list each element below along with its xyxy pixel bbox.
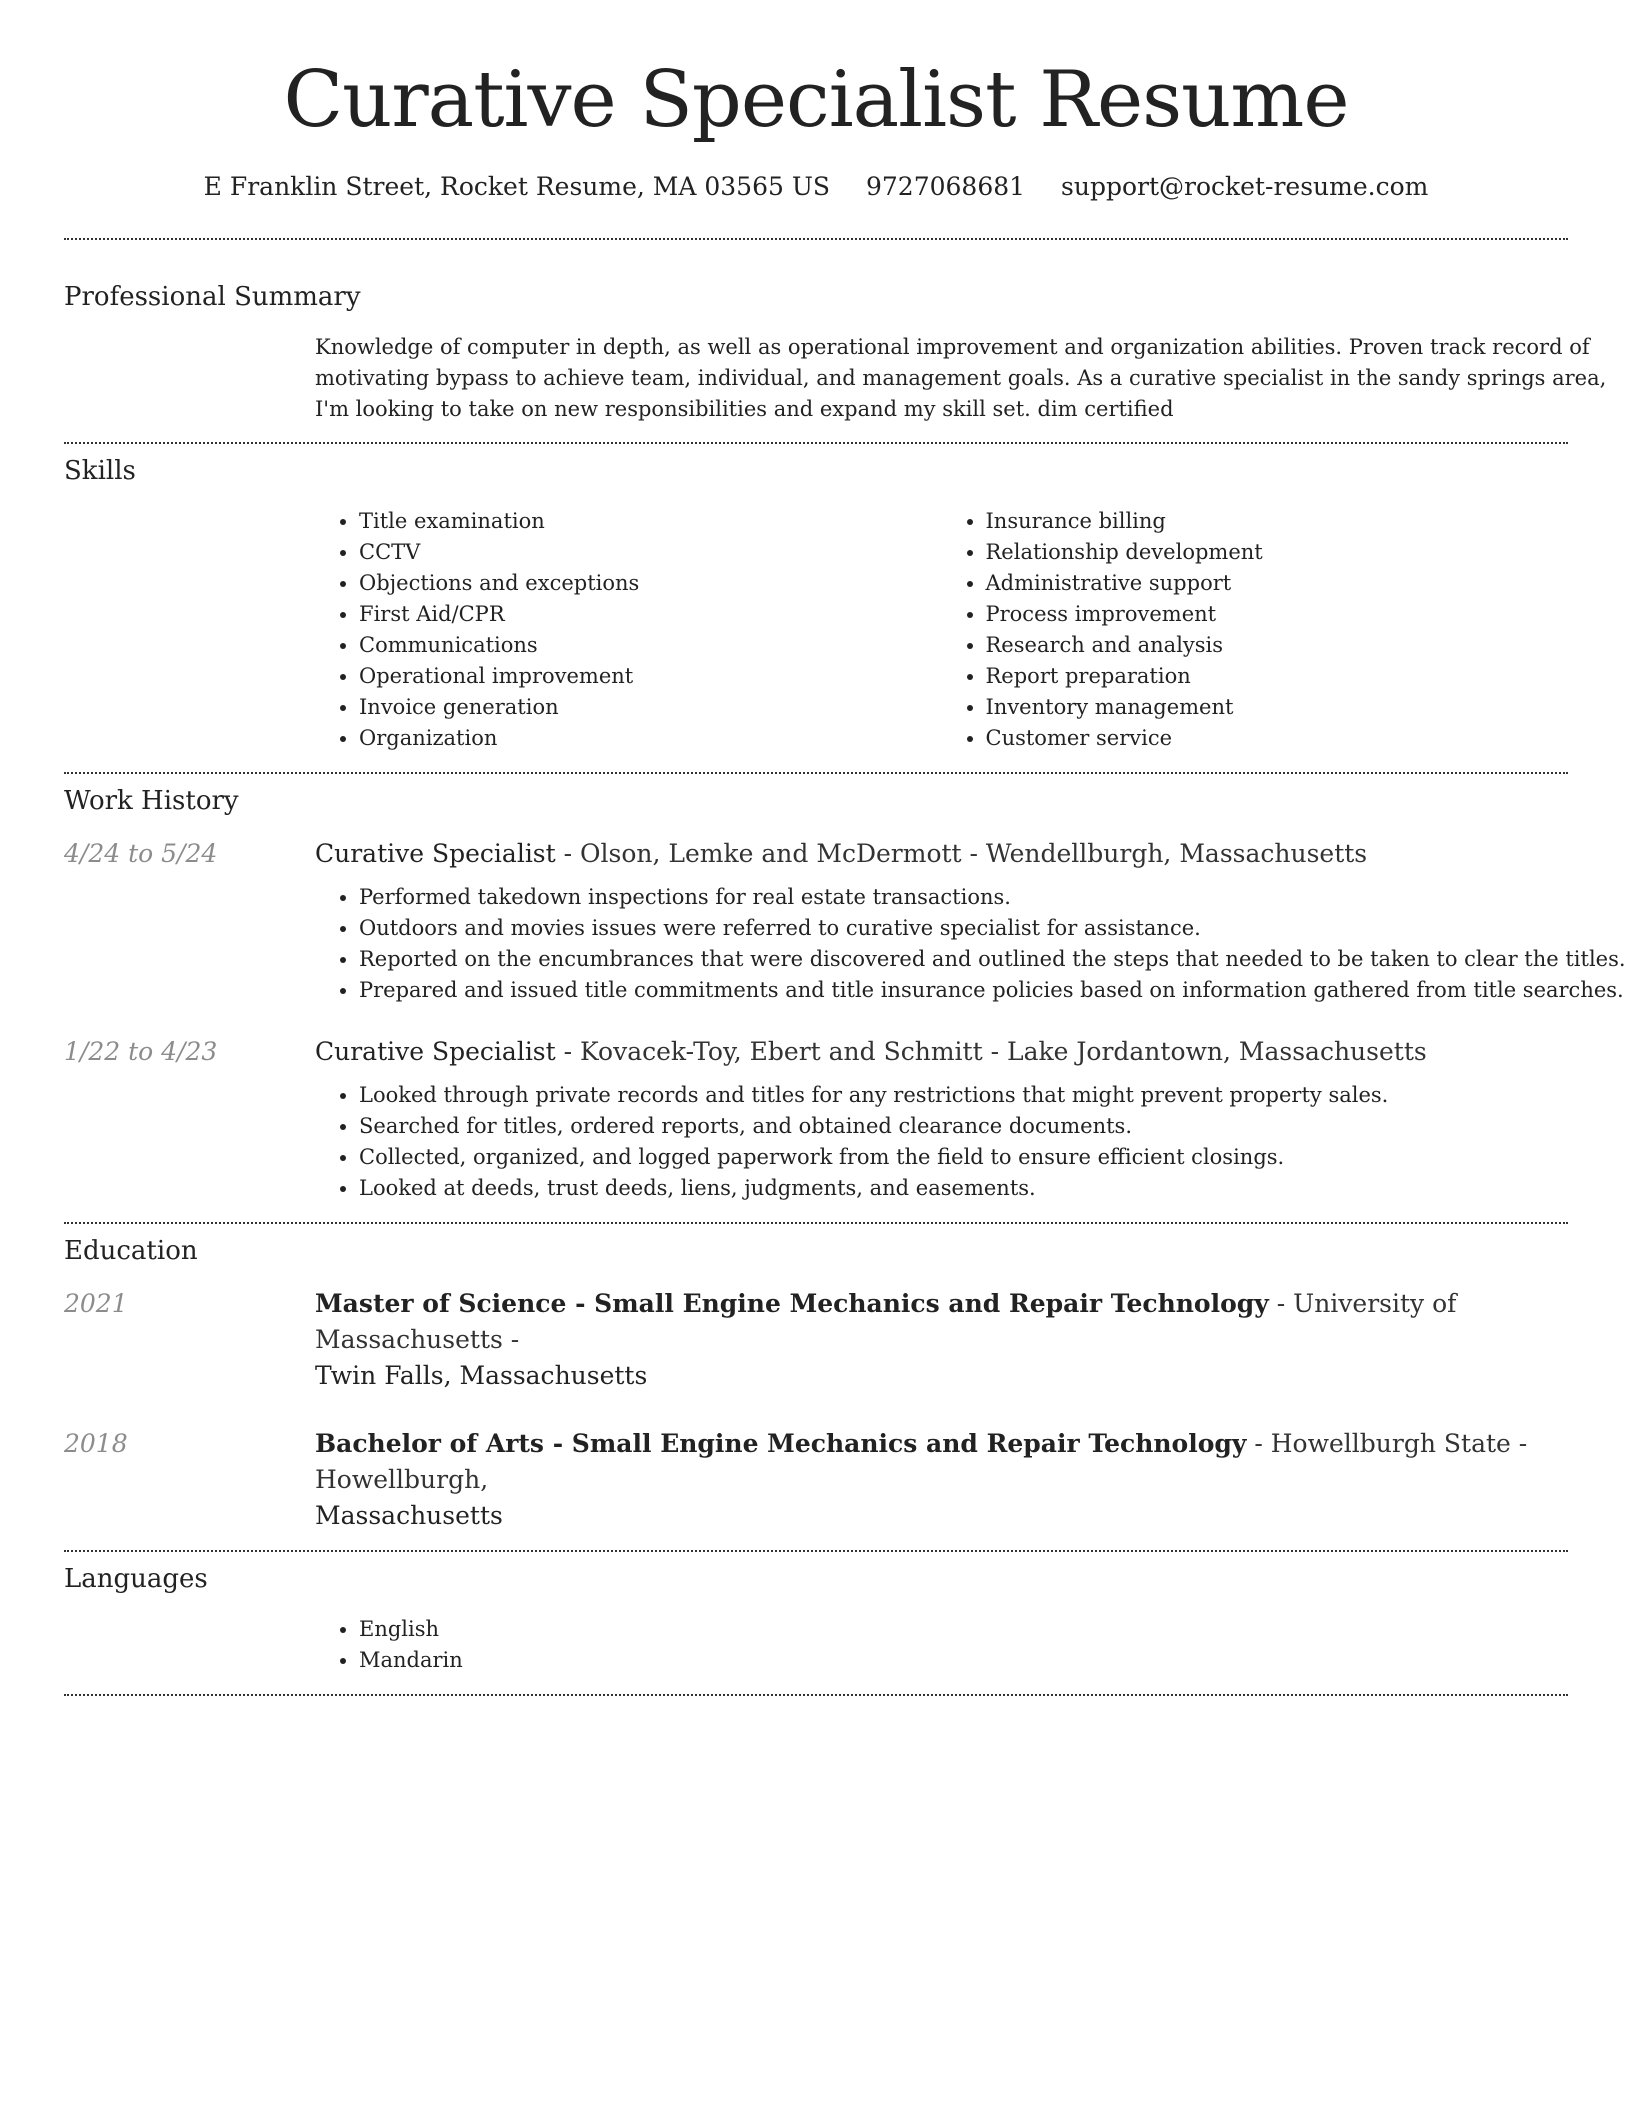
job-bullet: • Performed takedown inspections for real estate transactions. [359, 882, 1626, 913]
summary-line: motivating bypass to achieve team, individual, and management goals. As a curative specialist in the sandy springs area, [315, 366, 1607, 390]
job-bullet: • Collected, organized, and logged paperwork from the field to ensure efficient closings. [359, 1142, 1568, 1173]
job-bullets [315, 882, 1626, 1006]
education-body [315, 1286, 1568, 1394]
education-year: 2018 [64, 1429, 128, 1458]
section-divider [64, 772, 1568, 774]
job-body [315, 1034, 1568, 1204]
languages-heading: Languages [64, 1564, 208, 1594]
skill-item: • Organization [359, 723, 942, 754]
job-dates: 1/22 to 4/23 [64, 1037, 218, 1066]
summary-heading: Professional Summary [64, 282, 361, 312]
section-divider [64, 1222, 1568, 1224]
summary-line: Knowledge of computer in depth, as well as operational improvement and organization abilities. Proven track record of [315, 335, 1590, 359]
job-company: - Olson, Lemke and McDermott - Wendellburgh, Massachusetts [555, 839, 1368, 868]
languages-bullets [315, 1614, 1568, 1676]
resume-header [64, 0, 1568, 204]
job-bullets [315, 1080, 1568, 1204]
education-heading-line [315, 1286, 1568, 1358]
skill-item: • Communications [359, 630, 942, 661]
contact-line [64, 170, 1568, 204]
skills-column-right [942, 506, 1569, 754]
section-divider [64, 442, 1568, 444]
education-heading: Education [64, 1236, 198, 1266]
skill-item: • Relationship development [986, 537, 1569, 568]
skill-item: • Objections and exceptions [359, 568, 942, 599]
education-school: - University of Massachusetts - [315, 1289, 1457, 1354]
language-item: • Mandarin [359, 1645, 1568, 1676]
education-entry [64, 1286, 1568, 1394]
skill-item: • Operational improvement [359, 661, 942, 692]
skills-heading: Skills [64, 456, 136, 486]
skill-item: • Administrative support [986, 568, 1569, 599]
skill-item: • Inventory management [986, 692, 1569, 723]
job-bullet: • Outdoors and movies issues were referred to curative specialist for assistance. [359, 913, 1626, 944]
language-item: • English [359, 1614, 1568, 1645]
job-bullet: • Prepared and issued title commitments and title insurance policies based on information gathered from title searches. [359, 975, 1626, 1006]
job-bullet: • Looked at deeds, trust deeds, liens, judgments, and easements. [359, 1173, 1568, 1204]
skill-item: • First Aid/CPR [359, 599, 942, 630]
education-year: 2021 [64, 1289, 128, 1318]
skill-item: • CCTV [359, 537, 942, 568]
skill-item: • Report preparation [986, 661, 1569, 692]
resume-page [64, 0, 1626, 1696]
education-location: Massachusetts [315, 1501, 503, 1530]
skill-item: • Invoice generation [359, 692, 942, 723]
job-company: - Kovacek-Toy, Ebert and Schmitt - Lake Jordantown, Massachusetts [555, 1037, 1427, 1066]
contact-phone: 9727068681 [866, 172, 1026, 201]
job-heading [315, 836, 1626, 872]
section-divider [64, 1550, 1568, 1552]
languages-list [315, 1614, 1568, 1676]
contact-email: support@rocket-resume.com [1061, 172, 1429, 201]
education-school: - Howellburgh State - Howellburgh, [315, 1429, 1528, 1494]
skills-column-left [315, 506, 942, 754]
skill-item: • Customer service [986, 723, 1569, 754]
work-heading: Work History [64, 786, 239, 816]
summary-text [315, 332, 1607, 425]
summary-line: I'm looking to take on new responsibilities and expand my skill set. dim certified [315, 397, 1174, 421]
skill-item: • Insurance billing [986, 506, 1569, 537]
education-entry [64, 1426, 1568, 1534]
resume-title: Curative Specialist Resume [283, 55, 1349, 145]
education-location: Twin Falls, Massachusetts [315, 1361, 648, 1390]
education-degree: Bachelor of Arts - Small Engine Mechanics and Repair Technology [315, 1429, 1247, 1458]
job-dates: 4/24 to 5/24 [64, 839, 218, 868]
skill-item: • Research and analysis [986, 630, 1569, 661]
job-bullet: • Looked through private records and titles for any restrictions that might prevent property sales. [359, 1080, 1568, 1111]
skill-item: • Title examination [359, 506, 942, 537]
skills-list [315, 506, 1568, 754]
skill-item: • Process improvement [986, 599, 1569, 630]
education-degree: Master of Science - Small Engine Mechanics and Repair Technology [315, 1289, 1269, 1318]
job-role: Curative Specialist [315, 839, 556, 868]
job-bullet: • Searched for titles, ordered reports, and obtained clearance documents. [359, 1111, 1568, 1142]
job-heading [315, 1034, 1568, 1070]
job-entry [64, 1034, 1568, 1204]
section-divider [64, 238, 1568, 240]
job-body [315, 836, 1626, 1006]
job-entry [64, 836, 1626, 1006]
job-bullet: • Reported on the encumbrances that were discovered and outlined the steps that needed to be taken to clear the titles. [359, 944, 1626, 975]
job-role: Curative Specialist [315, 1037, 556, 1066]
education-body [315, 1426, 1568, 1534]
contact-address: E Franklin Street, Rocket Resume, MA 03565 US [203, 172, 831, 201]
section-divider [64, 1694, 1568, 1696]
education-heading-line [315, 1426, 1568, 1498]
